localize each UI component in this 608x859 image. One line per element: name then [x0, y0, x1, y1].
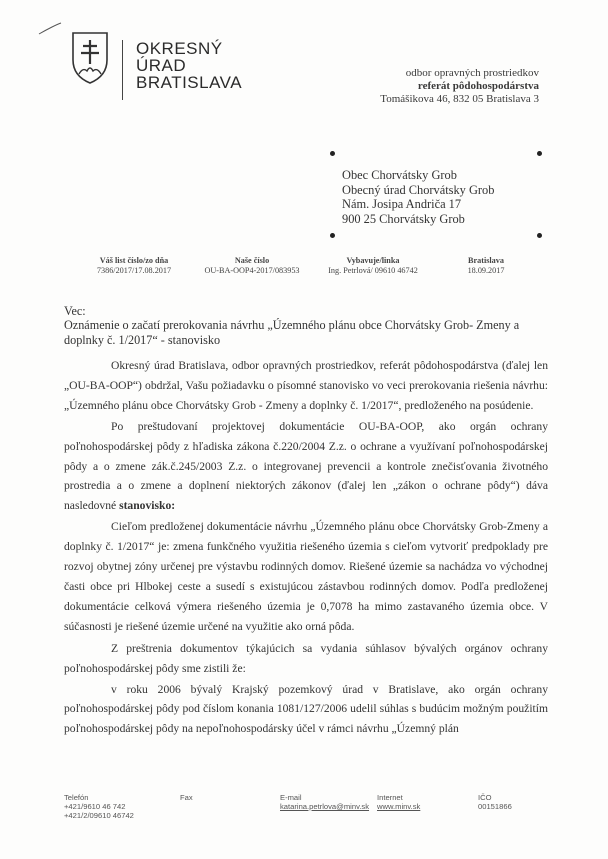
- footer-phone-1: +421/9610 46 742: [64, 802, 126, 811]
- place-label: Bratislava: [468, 256, 504, 265]
- footer-phone-label: Telefón: [64, 793, 89, 802]
- body-paragraph: Okresný úrad Bratislava, odbor opravných prostriedkov, referát pôdohospodárstva (ďalej len „OU-BA-OOP“) obdržal, Vašu požiadavku o písomné stanovisko vo veci prerokovania riešenia návrhu: „Územného plánu obce Chorvátsky Grob - Zmeny a doplnky č. 1/2017“, predloženého na posúdenie.: [64, 359, 548, 412]
- dept-line1: odbor opravných prostriedkov: [405, 67, 539, 79]
- dept-line2: referát pôdohospodárstva: [417, 80, 539, 92]
- your-letter-label: Váš list číslo/zo dňa: [99, 256, 169, 265]
- body-paragraph: Z preštrenia dokumentov týkajúcich sa vydania súhlasov bývalých orgánov ochrany poľnohospodárskej pôdy sme zistili že:: [64, 641, 548, 675]
- recipient-line4: 900 25 Chorvátsky Grob: [342, 211, 465, 226]
- body-paragraph: v roku 2006 bývalý Krajský pozemkový úrad v Bratislave, ako orgán ochrany poľnohospodárskej pôdy pod číslom konania 1081/127/2006 udelil súhlas s budúcim možným použitím poľnohospodárskej pôdy na nepoľnohospodársky účel v rámci návrhu „Územný plán: [64, 682, 548, 736]
- recipient-line3: Nám. Josipa Andriča 17: [342, 197, 462, 212]
- statement-heading: stanovisko:: [119, 499, 176, 513]
- recipient-address: [342, 168, 494, 226]
- footer-internet-label: Internet: [377, 793, 403, 802]
- address-window-mark: [330, 233, 335, 238]
- body-paragraph: Cieľom predloženej dokumentácie návrhu „Územného plánu obce Chorvátsky Grob-Zmeny a doplnky č. 1/2017“ je: zmena funkčného využitia riešeného územia s cieľom vytvoriť predpoklady pre rozvoj obytnej zóny určenej pre výstavbu rodinných domov. Riešené územie sa nachádza vo východnej časti obce pri Hlbokej ceste a susedí s existujúcou zástavbou rodinných domov. Podľa predloženej dokumentácie celková výmera riešeného územia je 0,7078 ha mimo zastavaného územia obce. V súčasnosti je riešené územie určené na využitie ako orná pôda.: [64, 520, 548, 633]
- body-paragraph-text: Po preštudovaní projektovej dokumentácie OU-BA-OOP, ako orgán ochrany poľnohospodárskej pôdy z hľadiska zákona č.220/2004 Z.z. o ochrane a využívaní poľnohospodárskej pôdy a o zmene zák.č.245/2003 Z.z. o integrovanej prevencii a kontrole znečisťovania životného prostredia a o zmene a doplnení niektorých zákonov (ďalej len „zákon o ochrane pôdy“) dáva nasledovné: [64, 419, 548, 513]
- recipient-line1: Obec Chorvátsky Grob: [342, 168, 457, 182]
- letter-body: [64, 356, 548, 740]
- footer-fax: [180, 793, 193, 802]
- office-name: [136, 40, 242, 91]
- subject-text: Oznámenie o začatí prerokovania návrhu „Územného plánu obce Chorvátsky Grob- Zmeny a doplnky č. 1/2017“ - stanovisko: [64, 318, 520, 347]
- date-ref: [455, 256, 517, 276]
- dept-line3: Tomášikova 46, 832 05 Bratislava 3: [380, 93, 539, 105]
- subject-label: Vec:: [64, 304, 86, 318]
- footer-ico-value: 00151866: [478, 802, 512, 811]
- footer-email-link[interactable]: katarina.petrlova@minv.sk: [280, 802, 370, 811]
- footer-email-label: E-mail: [280, 793, 302, 802]
- footer-fax-label: Fax: [180, 793, 193, 802]
- handled-by-ref: [318, 256, 428, 276]
- your-letter-ref: [88, 256, 180, 276]
- office-name-line2: ÚRAD: [136, 56, 187, 75]
- address-window-mark: [537, 151, 542, 156]
- subject: [64, 304, 548, 347]
- footer-ico-label: IČO: [478, 793, 492, 802]
- your-letter-value: 7386/2017/17.08.2017: [96, 266, 172, 275]
- footer-internet: [377, 793, 420, 811]
- header-divider: [122, 40, 123, 100]
- footer-phone: [64, 793, 134, 820]
- recipient-line2: Obecný úrad Chorvátsky Grob: [342, 182, 495, 197]
- date-value: 18.09.2017: [467, 266, 505, 275]
- handled-by-label: Vybavuje/linka: [346, 256, 400, 265]
- our-number-value: OU-BA-OOP4-2017/083953: [204, 266, 300, 275]
- footer-internet-link[interactable]: www.minv.sk: [377, 802, 421, 811]
- pen-mark: [38, 22, 62, 36]
- our-number-ref: [196, 256, 308, 276]
- our-number-label: Naše číslo: [234, 256, 270, 265]
- office-name-line1: OKRESNÝ: [136, 39, 223, 58]
- footer-ico: [478, 793, 512, 811]
- address-window-mark: [330, 151, 335, 156]
- department-block: [380, 67, 539, 106]
- slovak-coat-of-arms-logo: [70, 30, 110, 86]
- office-name-line3: BRATISLAVA: [136, 73, 243, 92]
- body-paragraph: [64, 417, 548, 517]
- handled-by-value: Ing. Petrlová/ 09610 46742: [328, 266, 418, 275]
- address-window-mark: [537, 233, 542, 238]
- footer-email: [280, 793, 369, 811]
- footer-phone-2: +421/2/09610 46742: [64, 811, 134, 820]
